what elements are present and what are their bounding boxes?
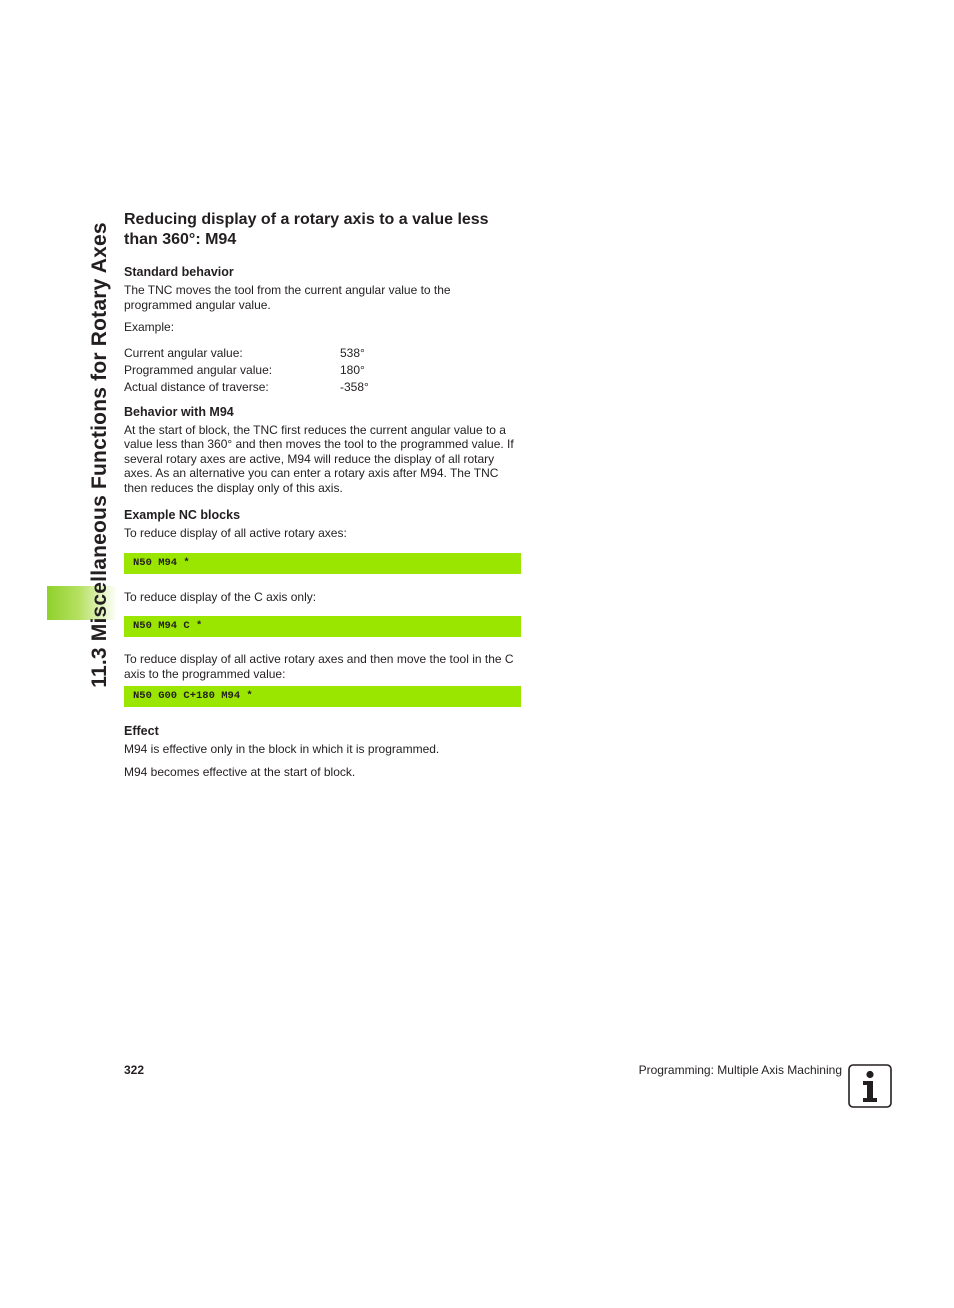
code-block-3: N50 G00 C+180 M94 * [124,686,521,707]
info-icon [848,1064,892,1108]
example-label: Example: [124,320,175,334]
row-label: Actual distance of traverse: [124,379,269,394]
m94-behavior-heading: Behavior with M94 [124,404,234,419]
side-chapter-title-text: 11.3 Miscellaneous Functions for Rotary Axes [88,222,111,688]
example-nc-blocks-heading: Example NC blocks [124,508,241,522]
row-label: Programmed angular value: [124,362,273,377]
row-value: 538° [340,345,365,360]
angular-values-table [124,345,369,396]
code-block-2: N50 M94 C * [124,616,521,637]
table-row [124,345,369,362]
effect-heading: Effect [124,724,159,738]
section-heading: Reducing display of a rotary axis to a value less than 360°: M94 [124,211,489,248]
effect-line-2: M94 becomes effective at the start of block. [124,764,356,779]
footer-chapter-title: Programming: Multiple Axis Machining [638,1063,842,1077]
row-value: 180° [340,362,365,377]
effect-line-1: M94 is effective only in the block in which it is programmed. [124,742,440,756]
main-content [124,210,521,779]
example-intro-3: To reduce display of all active rotary axes and then move the tool in the C axis to the programmed value: [124,652,514,681]
m94-behavior-text: At the start of block, the TNC first reduces the current angular value to a value less than 360° and then moves the tool to the programmed value. If several rotary axes are active, M94 will reduce the display of all rotary axes. As an alternative you can enter a rotary axis after M94. The TNC then reduces the display only of this axis. [124,422,514,495]
standard-behavior-heading: Standard behavior [124,265,234,279]
row-label: Current angular value: [124,345,243,360]
page-number: 322 [124,1063,145,1077]
table-row [124,362,369,379]
example-intro-1: To reduce display of all active rotary axes: [124,526,347,540]
example-intro-2: To reduce display of the C axis only: [124,589,317,604]
code-block-1: N50 M94 * [124,553,521,574]
standard-behavior-text: The TNC moves the tool from the current angular value to the programmed angular value. [124,283,451,312]
table-row [124,379,369,396]
row-value: -358° [340,379,369,394]
